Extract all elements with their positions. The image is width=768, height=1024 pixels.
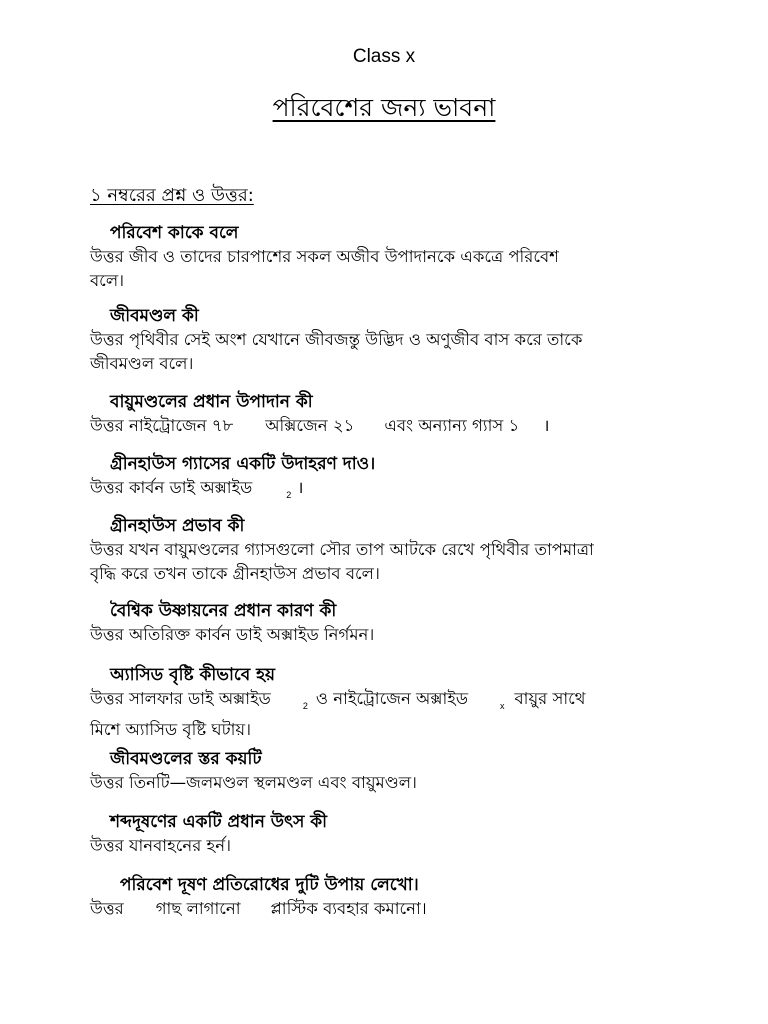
answer-part: গাছ লাগানো — [155, 899, 241, 918]
question: পরিবেশ দূষণ প্রতিরোধের দুটি উপায় লেখো। — [120, 875, 419, 895]
question: শব্দদূষণের একটি প্রধান উৎস কী — [110, 812, 327, 832]
answer-line: জীবমণ্ডল বলে। — [90, 354, 194, 373]
answer-part: ও নাইট্রোজেন অক্সাইড — [315, 689, 468, 708]
answer-line: উত্তর তিনটি—জলমণ্ডল স্থলমণ্ডল এবং বায়ুমণ্ডল। — [90, 773, 417, 792]
answer-line: উত্তর অতিরিক্ত কার্বন ডাই অক্সাইড নির্গমন। — [90, 625, 375, 644]
answer-part: উত্তর নাইট্রোজেন ৭৮ — [90, 416, 234, 435]
question: গ্রীনহাউস গ্যাসের একটি উদাহরণ দাও। — [110, 454, 376, 474]
subscript: 2 — [302, 701, 308, 711]
question: অ্যাসিড বৃষ্টি কীভাবে হয় — [110, 665, 276, 685]
answer-part: উত্তর কার্বন ডাই অক্সাইড — [90, 478, 253, 497]
answer-line — [90, 476, 690, 507]
answer-line: উত্তর যানবাহনের হর্ন। — [90, 836, 231, 855]
subscript: 2 — [286, 490, 292, 500]
answer-line: উত্তর জীব ও তাদের চারপাশের সকল অজীব উপাদানকে একত্রে পরিবেশ — [90, 247, 559, 266]
answer-part: এবং অন্যান্য গ্যাস ১ — [384, 416, 520, 435]
answer-line — [90, 414, 690, 438]
page-title: পরিবেশের জন্য ভাবনা — [272, 93, 496, 122]
qa-item — [90, 810, 690, 858]
class-label: Class x — [352, 46, 416, 67]
subscript: x — [499, 701, 505, 711]
answer-line: মিশে অ্যাসিড বৃষ্টি ঘটায়। — [90, 720, 252, 739]
answer-part: বায়ুর সাথে — [514, 689, 586, 708]
question: বৈশ্বিক উষ্ণায়নের প্রধান কারণ কী — [110, 601, 337, 621]
qa-item — [90, 221, 690, 293]
qa-item — [90, 747, 690, 795]
answer-line: উত্তর পৃথিবীর সেই অংশ যেখানে জীবজন্তু উদ্ভিদ ও অণুজীব বাস করে তাকে — [90, 330, 583, 349]
question: গ্রীনহাউস প্রভাব কী — [110, 516, 245, 536]
answer-part: উত্তর — [90, 899, 124, 918]
answer-part: অক্সিজেন ২১ — [265, 416, 355, 435]
qa-item — [90, 514, 690, 586]
question: পরিবেশ কাকে বলে — [110, 223, 239, 243]
question: বায়ুমণ্ডলের প্রধান উপাদান কী — [110, 392, 313, 412]
qa-item — [90, 452, 690, 507]
answer-part: উত্তর সালফার ডাই অক্সাইড — [90, 689, 271, 708]
section-heading: ১ নম্বরের প্রশ্ন ও উত্তর: — [90, 185, 254, 206]
answer-line: উত্তর যখন বায়ুমণ্ডলের গ্যাসগুলো সৌর তাপ আটকে রেখে পৃথিবীর তাপমাত্রা — [90, 540, 594, 559]
answer-line: বলে। — [90, 271, 125, 290]
question: জীবমণ্ডল কী — [110, 306, 199, 326]
answer-part: । — [543, 416, 550, 435]
question: জীবমণ্ডলের স্তর কয়টি — [110, 749, 262, 769]
qa-item — [90, 390, 690, 438]
qa-item — [90, 304, 690, 376]
answer-part: প্লাস্টিক ব্যবহার কমানো। — [270, 899, 427, 918]
qa-item — [90, 873, 690, 921]
answer-part: । — [297, 478, 304, 497]
answer-line — [90, 687, 690, 718]
answer-line — [90, 897, 690, 921]
qa-item — [90, 599, 690, 647]
qa-item — [90, 663, 690, 742]
answer-line: বৃদ্ধি করে তখন তাকে গ্রীনহাউস প্রভাব বলে। — [90, 564, 380, 583]
